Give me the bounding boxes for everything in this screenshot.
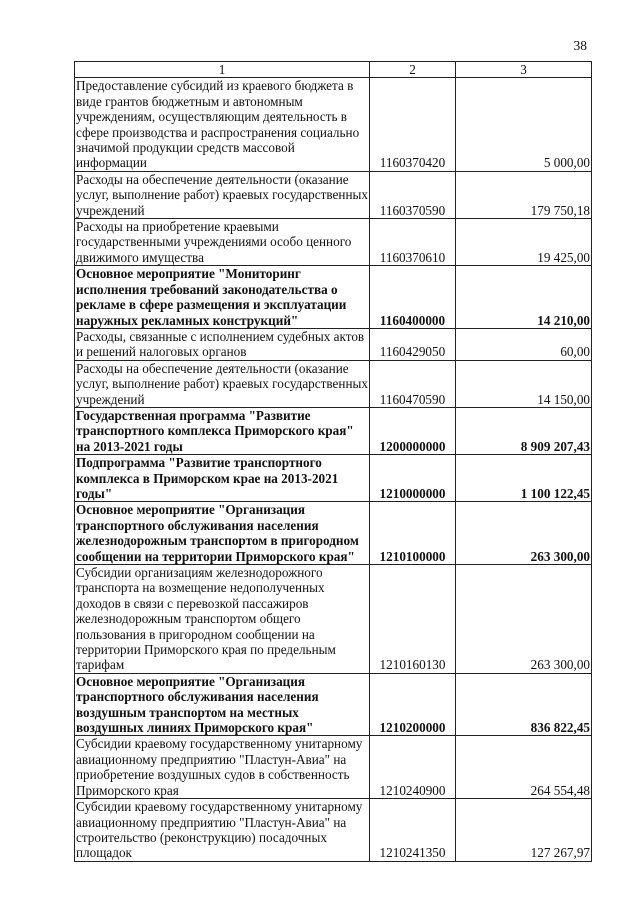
row-amount: 14 210,00	[456, 266, 592, 329]
row-description: Предоставление субсидий из краевого бюджета в виде грантов бюджетным и автономным учреждениям, осуществляющим деятельность в сфере производства и распространения социально значимой продукции средств массовой информации	[75, 78, 370, 171]
row-amount: 836 822,45	[456, 673, 592, 736]
row-amount: 60,00	[456, 328, 592, 360]
row-description: Расходы на обеспечение деятельности (оказание услуг, выполнение работ) краевых государственных учреждений	[76, 171, 368, 218]
row-code: 1210100000	[370, 502, 456, 565]
row-amount: 8 909 207,43	[456, 407, 592, 454]
row-description: Субсидии краевому государственному унитарному авиационному предприятию "Пластун-Авиа" на приобретение воздушных судов в собственность Приморского края	[75, 736, 370, 799]
column-header-1: 1	[75, 62, 370, 78]
row-code: 1210241350	[370, 799, 456, 862]
row-description: Основное мероприятие "Организация транспортного обслуживания населения воздушным транспортом на местных воздушных линиях Приморского края"	[75, 673, 370, 736]
row-code: 1200000000	[370, 407, 456, 454]
row-description: Расходы на обеспечение деятельности (оказание услуг, выполнение работ) краевых государственных учреждений	[76, 360, 368, 407]
row-amount: 14 150,00	[456, 360, 592, 407]
row-description: Расходы, связанные с исполнением судебных актов и решений налоговых органов	[75, 328, 370, 360]
table-row	[75, 219, 592, 266]
row-amount: 1 100 122,45	[456, 455, 592, 502]
row-description: Субсидии краевому государственному унитарному авиационному предприятию "Пластун-Авиа" на строительство (реконструкцию) посадочных площадок	[75, 799, 370, 862]
table-row	[75, 328, 592, 360]
column-header-3: 3	[456, 62, 592, 78]
column-header-2: 2	[370, 62, 456, 78]
row-code: 1160400000	[370, 266, 456, 329]
table-row	[75, 736, 592, 799]
table-row	[75, 171, 592, 218]
table-row-main-activity	[75, 266, 592, 329]
row-code: 1160470590	[370, 360, 456, 407]
row-amount: 263 300,00	[456, 565, 592, 674]
row-description: Подпрограмма "Развитие транспортного комплекса в Приморском крае на 2013-2021 годы"	[75, 455, 370, 502]
table-row-main-activity	[75, 673, 592, 736]
row-amount: 264 554,48	[456, 736, 592, 799]
header-row	[75, 62, 592, 78]
table-row	[75, 360, 592, 407]
row-code: 1210000000	[370, 455, 456, 502]
row-code: 1160370610	[370, 219, 456, 266]
row-amount: 5 000,00	[456, 78, 592, 171]
row-code: 1210240900	[370, 736, 456, 799]
row-description: Субсидии организациям железнодорожного транспорта на возмещение недополученных доходов в связи с перевозкой пассажиров железнодорожным транспортом общего пользования в пригородном сообщении на территории Приморского края по предельным тарифам	[75, 565, 370, 674]
budget-table	[74, 61, 592, 862]
row-description: Основное мероприятие "Организация транспортного обслуживания населения железнодорожным транспортом в пригородном сообщении на территории Приморского края"	[75, 502, 370, 565]
row-amount: 179 750,18	[456, 171, 592, 218]
table-row	[75, 565, 592, 674]
row-description: Государственная программа "Развитие транспортного комплекса Приморского края" на 2013-2021 годы	[75, 407, 370, 454]
row-code: 1210200000	[370, 673, 456, 736]
row-description: Расходы на приобретение краевыми государственными учреждениями особо ценного движимого имущества	[75, 219, 370, 266]
table-row	[75, 78, 592, 171]
row-code: 1160370420	[370, 78, 456, 171]
row-amount: 127 267,97	[456, 799, 592, 862]
table-row-subprogram	[75, 455, 592, 502]
row-code: 1160429050	[370, 328, 456, 360]
row-amount: 19 425,00	[456, 219, 592, 266]
page-number: 38	[573, 38, 587, 53]
table-row-main-activity	[75, 502, 592, 565]
row-amount: 263 300,00	[456, 502, 592, 565]
table-row	[75, 799, 592, 862]
table-row-state-program	[75, 407, 592, 454]
row-description: Основное мероприятие "Мониторинг исполнения требований законодательства о рекламе в сфере размещения и эксплуатации наружных рекламных конструкций"	[75, 266, 370, 329]
row-code: 1160370590	[370, 171, 456, 218]
row-code: 1210160130	[370, 565, 456, 674]
